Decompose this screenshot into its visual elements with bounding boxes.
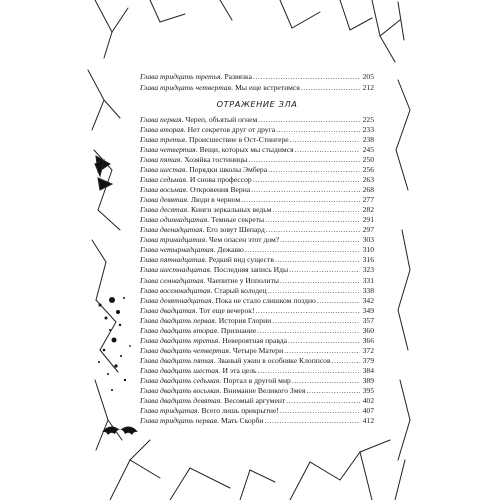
chapter-title: Чаепитие у Ипполиты [207, 275, 279, 285]
chapter-title: Чем опасен этот дом? [209, 235, 280, 245]
bat-icon [102, 426, 138, 435]
page-number: 238 [362, 134, 374, 144]
page-number: 379 [362, 355, 374, 365]
page-number: 323 [362, 265, 374, 275]
chapter-title: Вещи, которых мы стыдимся [199, 144, 294, 154]
chapter-number: Глава двадцать пятая [140, 355, 214, 365]
toc-entry[interactable]: Глава тринадцатая . Чем опасен этот дом? ..... 303 [140, 234, 374, 244]
dot-leader [264, 417, 360, 425]
chapter-number: Глава восьмая [140, 185, 187, 195]
dot-leader [248, 156, 360, 164]
chapter-number: Глава тринадцатая [140, 235, 206, 245]
toc-entry[interactable]: Глава двадцать четвертая . Четыре Матери ..... 372 [140, 344, 374, 354]
toc-entry[interactable]: Глава тридцать третья . Развязка ..... 205 [140, 71, 374, 81]
table-of-contents [140, 71, 374, 425]
chapter-number: Глава одиннадцатая [140, 215, 208, 225]
dot-leader [265, 216, 360, 224]
page-number: 395 [362, 386, 374, 396]
chapter-number: Глава седьмая [140, 175, 186, 185]
dot-leader [280, 277, 360, 285]
toc-entry[interactable]: Глава двадцать девятая . Весомый аргумент ..... 402 [140, 395, 374, 405]
page-number: 303 [362, 235, 374, 245]
dot-leader [258, 367, 360, 375]
page-number: 372 [362, 345, 374, 355]
page-number: 407 [362, 406, 374, 416]
chapter-title: Его зовут Шепард [206, 225, 265, 235]
toc-entry[interactable]: Глава шестая . Порядки школы Эмбера ..... 256 [140, 164, 374, 174]
chapter-number: Глава тридцать четвертая [140, 82, 232, 92]
toc-entry[interactable]: Глава вторая . Нет секретов друг от друга ..... 233 [140, 123, 374, 133]
chapter-number: Глава двадцатая [140, 305, 196, 315]
page-number: 331 [362, 275, 374, 285]
dot-leader [272, 317, 360, 325]
dot-leader [301, 84, 360, 92]
dot-leader [273, 206, 361, 214]
chapter-title: Старый колодец [214, 285, 267, 295]
toc-entry[interactable]: Глава девятая . Люди в черном ..... 277 [140, 194, 374, 204]
page-number: 233 [362, 124, 374, 134]
toc-entry[interactable]: Глава тридцатая . Всего лишь прикрытие! ..... 407 [140, 405, 374, 415]
chapter-number: Глава семнадцатая [140, 275, 204, 285]
chapter-number: Глава девятая [140, 195, 187, 205]
dot-leader [280, 236, 360, 244]
dot-leader [275, 256, 360, 264]
dot-leader [288, 337, 360, 345]
toc-entry[interactable]: Глава пятая . Хозяйка гостиницы ..... 250 [140, 153, 374, 163]
chapter-number: Глава пятая [140, 154, 181, 164]
dot-leader [286, 397, 360, 405]
page-number: 310 [362, 245, 374, 255]
page-number: 263 [362, 175, 374, 185]
toc-entry[interactable]: Глава девятнадцатая . Пока не стало слишком поздно ..... 342 [140, 294, 374, 304]
chapter-title: Дежавю [217, 245, 244, 255]
dot-leader [268, 166, 360, 174]
dot-leader [292, 377, 360, 385]
chapter-title: Редкий вид существ [208, 255, 274, 265]
toc-entry[interactable]: Глава двадцать пятая . Званый ужин в особняке Клоппсов ..... 379 [140, 354, 374, 364]
chapter-number: Глава пятнадцатая [140, 255, 205, 265]
chapter-number: Глава восемнадцатая [140, 285, 211, 295]
page-number: 282 [362, 205, 374, 215]
dot-leader [276, 126, 360, 134]
chapter-title: Признание [220, 325, 257, 335]
toc-entry[interactable]: Глава четвертая . Вещи, которых мы стыдимся ..... 245 [140, 143, 374, 153]
page-number: 250 [362, 154, 374, 164]
chapter-list [140, 113, 374, 424]
chapter-number: Глава четвертая [140, 144, 196, 154]
page-number: 316 [362, 255, 374, 265]
dot-leader [255, 307, 360, 315]
dot-leader [253, 176, 360, 184]
chapter-title: Пока не стало слишком поздно [215, 295, 316, 305]
page-number: 402 [362, 396, 374, 406]
page-number: 357 [362, 315, 374, 325]
chapter-number: Глава двадцать вторая [140, 325, 218, 335]
page-number: 384 [362, 365, 374, 375]
chapter-title: Хозяйка гостиницы [184, 154, 248, 164]
chapter-title: Весомый аргумент [224, 396, 286, 406]
chapter-number: Глава двенадцатая [140, 225, 203, 235]
chapter-title: Всего лишь прикрытие! [201, 406, 279, 416]
dot-leader [289, 266, 360, 274]
chapter-number: Глава тридцать первая [140, 416, 218, 426]
page-number: 366 [362, 335, 374, 345]
dot-leader [306, 387, 360, 395]
page-number: 291 [362, 215, 374, 225]
toc-entry[interactable]: Глава седьмая . И снова профессор ..... 263 [140, 174, 374, 184]
toc-entry[interactable]: Глава восьмая . Откровения Верна ..... 268 [140, 184, 374, 194]
chapter-number: Глава двадцать девятая [140, 396, 221, 406]
toc-entry[interactable]: Глава десятая . Книги зеркальных ведьм ..... 282 [140, 204, 374, 214]
chapter-number: Глава первая [140, 114, 182, 124]
chapter-number: Глава шестая [140, 164, 186, 174]
chapter-title: История Глории [218, 315, 272, 325]
dot-leader [241, 196, 360, 204]
dot-leader [290, 136, 360, 144]
toc-entry[interactable]: Глава тридцать четвертая . Мы еще встретимся ..... 212 [140, 81, 374, 91]
toc-entry[interactable]: Глава двадцать вторая . Признание ..... 360 [140, 324, 374, 334]
chapter-title: Порядки школы Эмбера [189, 164, 268, 174]
dot-leader [280, 407, 360, 415]
toc-entry[interactable]: Глава двадцать шестая . И эта цель ..... 384 [140, 364, 374, 374]
page-number: 389 [362, 375, 374, 385]
toc-entry[interactable]: Глава шестнадцатая . Последняя запись Иды ..... 323 [140, 264, 374, 274]
page-number: 277 [362, 195, 374, 205]
chapter-number: Глава тридцать третья [140, 72, 221, 82]
toc-entry[interactable]: Глава двенадцатая . Его зовут Шепард ..... 297 [140, 224, 374, 234]
chapter-title: Четыре Матери [232, 345, 284, 355]
toc-entry[interactable]: Глава восемнадцатая . Старый колодец ..... 338 [140, 284, 374, 294]
toc-entry[interactable]: Глава первая . Череп, объятый огнем ..... 225 [140, 113, 374, 123]
chapter-title: Званый ужин в особняке Клоппсов [217, 355, 331, 365]
chapter-title: Происшествие в Ост-Стингере [188, 134, 289, 144]
section-title: ОТРАЖЕНИЕ ЗЛА [216, 99, 298, 110]
chapter-number: Глава шестнадцатая [140, 265, 210, 275]
chapter-title: Люди в черном [190, 195, 241, 205]
chapter-title: Темные секреты [211, 215, 265, 225]
chapter-title: И эта цель [222, 365, 257, 375]
dot-leader [332, 357, 360, 365]
dot-leader [251, 186, 360, 194]
dot-leader [253, 73, 360, 81]
chapter-title: Мы еще встретимся [235, 82, 300, 92]
toc-entry[interactable]: Глава двадцать третья . Невероятная правда ..... 366 [140, 334, 374, 344]
chapter-title: Нет секретов друг от друга [187, 124, 276, 134]
page-number: 256 [362, 164, 374, 174]
dot-leader [266, 226, 360, 234]
chapter-title: И снова профессор [189, 175, 252, 185]
chapter-number: Глава тридцатая [140, 406, 198, 416]
chapter-title: Развязка [224, 72, 252, 82]
chapter-number: Глава двадцать восьмая [140, 386, 220, 396]
chapter-number: Глава вторая [140, 124, 184, 134]
chapter-number: Глава четырнадцатая [140, 245, 214, 255]
chapter-title: Последняя запись Иды [213, 265, 289, 275]
page-number: 268 [362, 185, 374, 195]
toc-entry[interactable]: Глава двадцать первая . История Глории ..... 357 [140, 314, 374, 324]
chapter-number: Глава двадцать четвертая [140, 345, 229, 355]
toc-entry[interactable]: Глава третья . Происшествие в Ост-Стингере ..... 238 [140, 133, 374, 143]
chapter-number: Глава десятая [140, 205, 188, 215]
page-number: 338 [362, 285, 374, 295]
dot-leader [245, 246, 360, 254]
chapter-title: Невероятная правда [222, 335, 287, 345]
page-number: 360 [362, 325, 374, 335]
chapter-title: Череп, объятый огнем [185, 114, 258, 124]
chapter-title: Тот еще вечерок! [199, 305, 255, 315]
page-number: 342 [362, 295, 374, 305]
toc-entry[interactable]: Глава тридцать первая . Мать Скорби ..... 412 [140, 415, 374, 425]
chapter-number: Глава третья [140, 134, 186, 144]
chapter-number: Глава двадцать третья [140, 335, 219, 345]
page-number: 349 [362, 305, 374, 315]
chapter-title: Внимание Великого Змея [223, 386, 306, 396]
toc-entry[interactable]: Глава двадцать восьмая . Внимание Великого Змея ..... 395 [140, 385, 374, 395]
dot-leader [317, 297, 360, 305]
chapter-number: Глава двадцать седьмая [140, 375, 220, 385]
page-number: 245 [362, 144, 374, 154]
toc-entry[interactable]: Глава четырнадцатая . Дежавю ..... 310 [140, 244, 374, 254]
chapter-number: Глава двадцать первая [140, 315, 215, 325]
chapter-number: Глава девятнадцатая [140, 295, 212, 305]
toc-entry[interactable]: Глава двадцатая . Тот еще вечерок! ..... 349 [140, 304, 374, 314]
page-number: 297 [362, 225, 374, 235]
chapter-title: Книги зеркальных ведьм [190, 205, 272, 215]
chapter-title: Откровения Верна [189, 185, 251, 195]
toc-entry[interactable]: Глава пятнадцатая . Редкий вид существ ..... 316 [140, 254, 374, 264]
toc-entry[interactable]: Глава одиннадцатая . Темные секреты ..... 291 [140, 214, 374, 224]
toc-entry[interactable]: Глава семнадцатая . Чаепитие у Ипполиты ..... 331 [140, 274, 374, 284]
dot-leader [257, 327, 360, 335]
page-number: 212 [362, 82, 374, 92]
chapter-title: Мать Скорби [220, 416, 264, 426]
dot-leader [268, 287, 360, 295]
page-number: 412 [362, 416, 374, 426]
page-number: 225 [362, 114, 374, 124]
dot-leader [258, 116, 360, 124]
chapter-title: Портал в другой мир [223, 375, 291, 385]
dot-leader [284, 347, 360, 355]
chapter-number: Глава двадцать шестая [140, 365, 219, 375]
toc-entry[interactable]: Глава двадцать седьмая . Портал в другой мир ..... 389 [140, 375, 374, 385]
dot-leader [295, 146, 360, 154]
page-number: 205 [362, 72, 374, 82]
